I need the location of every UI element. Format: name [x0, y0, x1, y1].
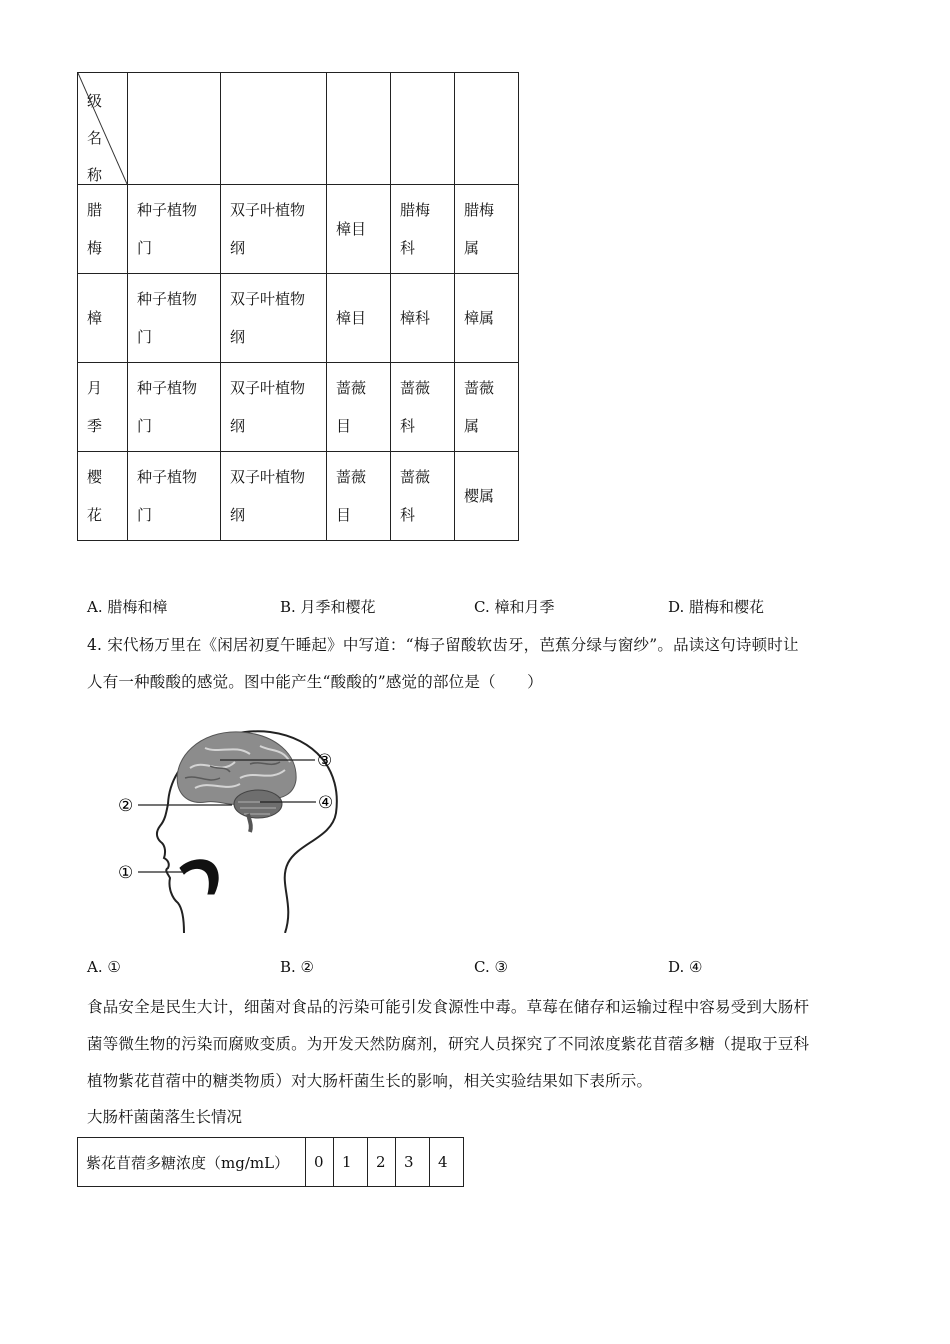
- concentration-value: 0: [306, 1138, 334, 1187]
- cell-name: [78, 452, 128, 541]
- cell-line: 门: [137, 239, 153, 257]
- cell-phylum: [128, 274, 221, 363]
- cell-line: 科: [400, 506, 416, 524]
- cell-order: [327, 452, 391, 541]
- cell-order: [327, 274, 391, 363]
- question-4-line: 4. 宋代杨万里在《闲居初夏午睡起》中写道：“梅子留酸软齿牙，芭蕉分绿与窗纱”。品读这句诗顿时让: [87, 636, 799, 654]
- cell-order: [327, 363, 391, 452]
- head-brain-figure: [110, 718, 350, 933]
- cell-genus: [455, 185, 519, 274]
- question-4: [87, 627, 867, 701]
- cell-line: 腊梅: [400, 201, 431, 219]
- q3-option-d[interactable]: D. 腊梅和樱花: [668, 598, 765, 616]
- cell-line: 种子植物: [137, 290, 198, 308]
- figure-label-2: ②: [118, 796, 134, 816]
- header-label-char: 级: [87, 92, 103, 110]
- cell-line: 花: [87, 506, 103, 524]
- cell-line: 梅: [87, 239, 103, 257]
- cell-line: 樱属: [464, 487, 495, 505]
- header-empty-cell: [455, 73, 519, 185]
- header-label-char: 名: [87, 129, 103, 147]
- cell-line: 门: [137, 328, 153, 346]
- cell-line: 属: [464, 417, 480, 435]
- cell-line: 蔷薇: [336, 379, 367, 397]
- table-row: [78, 363, 519, 452]
- brainstem: [248, 814, 251, 832]
- header-empty-cell: [391, 73, 455, 185]
- q3-option-a[interactable]: A. 腊梅和樟: [87, 598, 168, 616]
- passage-line: 植物紫花苜蓿中的糖类物质）对大肠杆菌生长的影响，相关实验结果如下表所示。: [87, 1072, 653, 1090]
- cell-line: 纲: [230, 506, 246, 524]
- cerebrum: [177, 732, 296, 805]
- cell-family: [391, 363, 455, 452]
- concentration-value: 4: [430, 1138, 464, 1187]
- cell-line: 纲: [230, 328, 246, 346]
- q4-option-d[interactable]: D. ④: [668, 958, 703, 976]
- header-diagonal-cell: [78, 73, 128, 185]
- concentration-label: 紫花苜蓿多糖浓度（mg/mL）: [78, 1138, 306, 1187]
- classification-table: [77, 72, 519, 541]
- header-empty-cell: [221, 73, 327, 185]
- cell-class: [221, 185, 327, 274]
- cell-name: [78, 274, 128, 363]
- header-label-char: 称: [87, 166, 103, 184]
- header-label: [87, 83, 102, 194]
- cell-line: 蔷薇: [336, 468, 367, 486]
- passage: [87, 989, 867, 1100]
- figure-label-4: ④: [318, 793, 334, 813]
- passage-line: 食品安全是民生大计，细菌对食品的污染可能引发食源性中毒。草莓在储存和运输过程中容易受到大肠杆: [87, 998, 810, 1016]
- cell-genus: [455, 452, 519, 541]
- header-empty-cell: [128, 73, 221, 185]
- cell-line: 种子植物: [137, 201, 198, 219]
- cell-name: [78, 185, 128, 274]
- cell-line: 目: [336, 506, 352, 524]
- cell-line: 种子植物: [137, 379, 198, 397]
- passage-line: 菌等微生物的污染而腐败变质。为开发天然防腐剂，研究人员探究了不同浓度紫花苜蓿多糖（提取于豆科: [87, 1035, 810, 1053]
- cell-phylum: [128, 363, 221, 452]
- q3-option-c[interactable]: C. 樟和月季: [474, 598, 555, 616]
- cell-line: 樱: [87, 468, 103, 486]
- cell-line: 腊梅: [464, 201, 495, 219]
- table-row: [78, 185, 519, 274]
- figure-label-3: ③: [317, 751, 333, 771]
- cell-line: 科: [400, 417, 416, 435]
- concentration-value: 2: [368, 1138, 396, 1187]
- cell-phylum: [128, 452, 221, 541]
- cell-line: 月: [87, 379, 103, 397]
- cell-line: 季: [87, 417, 103, 435]
- cell-line: 纲: [230, 239, 246, 257]
- cell-phylum: [128, 185, 221, 274]
- q3-option-b[interactable]: B. 月季和樱花: [280, 598, 376, 616]
- cell-line: 科: [400, 239, 416, 257]
- cell-line: 双子叶植物: [230, 379, 306, 397]
- cell-line: 蔷薇: [400, 379, 431, 397]
- q4-option-a[interactable]: A. ①: [87, 958, 121, 976]
- cell-line: 腊: [87, 201, 103, 219]
- cell-class: [221, 452, 327, 541]
- cell-line: 双子叶植物: [230, 290, 306, 308]
- table-row: [78, 1138, 464, 1187]
- table-header-row: [78, 73, 519, 185]
- cell-line: 纲: [230, 417, 246, 435]
- q4-option-b[interactable]: B. ②: [280, 958, 315, 976]
- cell-line: 樟目: [336, 309, 367, 327]
- cell-name: [78, 363, 128, 452]
- cell-line: 樟科: [400, 309, 431, 327]
- diagonal-line: [78, 73, 127, 184]
- concentration-table: [77, 1137, 464, 1187]
- cell-family: [391, 274, 455, 363]
- tongue: [180, 860, 218, 894]
- table-caption: 大肠杆菌菌落生长情况: [87, 1108, 243, 1126]
- cell-family: [391, 452, 455, 541]
- cell-line: 门: [137, 417, 153, 435]
- table-row: [78, 274, 519, 363]
- table-row: [78, 452, 519, 541]
- figure-label-1: ①: [118, 863, 134, 883]
- question-4-line: 人有一种酸酸的感觉。图中能产生“酸酸的”感觉的部位是（ ）: [87, 673, 543, 691]
- concentration-value: 1: [334, 1138, 368, 1187]
- cell-line: 樟目: [336, 220, 367, 238]
- cell-line: 蔷薇: [400, 468, 431, 486]
- concentration-value: 3: [396, 1138, 430, 1187]
- cell-line: 种子植物: [137, 468, 198, 486]
- cell-family: [391, 185, 455, 274]
- cell-line: 樟: [87, 309, 103, 327]
- header-empty-cell: [327, 73, 391, 185]
- cell-line: 蔷薇: [464, 379, 495, 397]
- cell-order: [327, 185, 391, 274]
- cell-line: 目: [336, 417, 352, 435]
- cell-genus: [455, 274, 519, 363]
- cell-line: 樟属: [464, 309, 495, 327]
- cell-line: 双子叶植物: [230, 468, 306, 486]
- cell-class: [221, 274, 327, 363]
- cell-genus: [455, 363, 519, 452]
- cell-line: 双子叶植物: [230, 201, 306, 219]
- cell-line: 门: [137, 506, 153, 524]
- cell-line: 属: [464, 239, 480, 257]
- cell-class: [221, 363, 327, 452]
- q4-option-c[interactable]: C. ③: [474, 958, 508, 976]
